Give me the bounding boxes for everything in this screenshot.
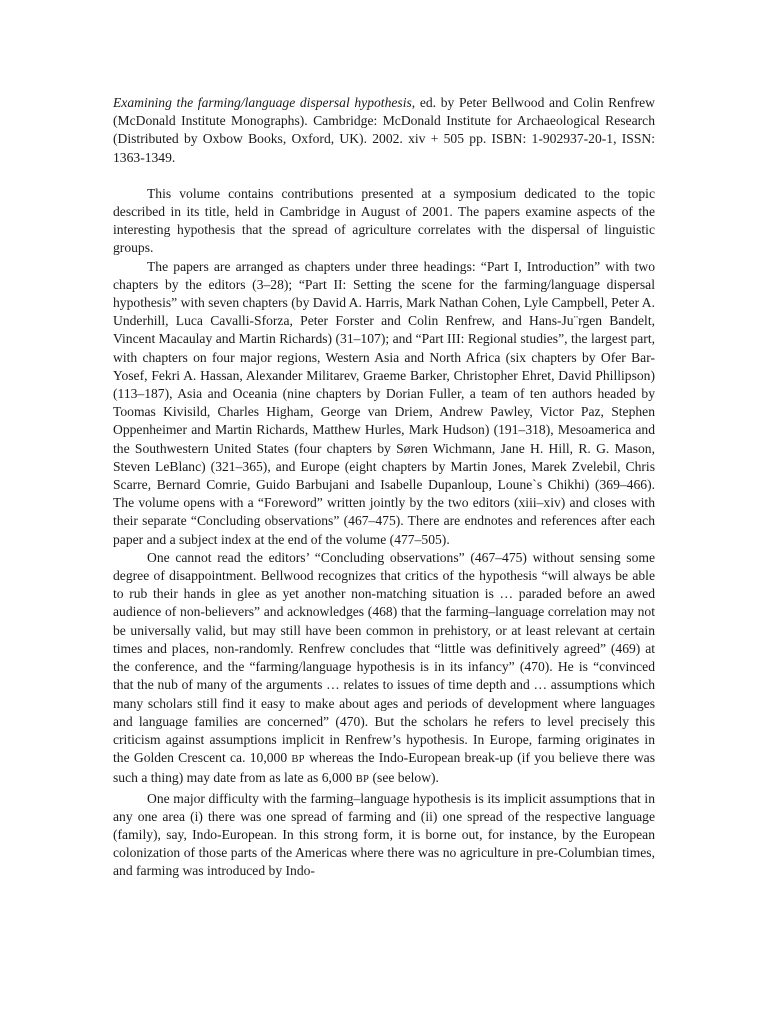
citation-details: , ed. by Peter Bellwood and Colin Renfrew (McDonald Institute Monographs). Cambridge: McDonald Institute for Archaeological Research (Distributed by Oxbow Books, Oxford, UK). 2002. xiv + 505 pp. ISBN: 1-902937-20-1, ISSN: 1363-1349. xyxy=(113,95,655,165)
paragraph-major-difficulty: One major difficulty with the farming–language hypothesis is its implicit assumptions that in any one area (i) there was one spread of farming and (ii) one spread of the respective language (family), say, Indo-European. In this strong form, it is borne out, for instance, by the European colonization of those parts of the Americas where there was no agriculture in pre-Columbian times, and farming was introduced by Indo- xyxy=(113,790,655,879)
book-citation xyxy=(113,94,655,167)
bp-abbreviation: BP xyxy=(355,774,370,786)
paragraph-intro: This volume contains contributions presented at a symposium dedicated to the topic described in its title, held in Cambridge in August of 2001. The papers examine aspects of the interesting hypothesis that the spread of agriculture correlates with the dispersal of linguistic groups. xyxy=(113,185,655,256)
bp-abbreviation: BP xyxy=(291,754,305,766)
review-page xyxy=(113,94,655,881)
paragraph-concluding-observations xyxy=(113,549,655,790)
paragraph-text: (see below). xyxy=(369,770,439,786)
paragraph-contents: The papers are arranged as chapters under three headings: “Part I, Introduction” with two chapters by the editors (3–28); “Part II: Setting the scene for the farming/language dispersal hypothesis” with seven chapters (by David A. Harris, Mark Nathan Cohen, Lyle Campbell, Peter A. Underhill, Luca Cavalli-Sforza, Peter Forster and Colin Renfrew, and Hans-Ju¨rgen Bandelt, Vincent Macaulay and Martin Richards) (31–107); and “Part III: Regional studies”, the largest part, with chapters on four major regions, Western Asia and North Africa (six chapters by Ofer Bar-Yosef, Fekri A. Hassan, Alexander Militarev, Graeme Barker, Christopher Ehret, David Phillipson) (113–187), Asia and Oceania (nine chapters by Dorian Fuller, a team of ten authors headed by Toomas Kivisild, Charles Higham, George van Driem, Andrew Pawley, Victor Paz, Stephen Oppenheimer and Martin Richards, Matthew Hurles, Mark Hudson) (191–318), Mesoamerica and the Southwestern United States (four chapters by Søren Wichmann, Jane H. Hill, R. G. Mason, Steven LeBlanc) (321–365), and Europe (eight chapters by Martin Jones, Marek Zvelebil, Chris Scarre, Bernard Comrie, Guido Barbujani and Isabelle Dupanloup, Loune`s Chikhi) (369–466). The volume opens with a “Foreword” written jointly by the two editors (xiii–xiv) and closes with their separate “Concluding observations” (467–475). There are endnotes and references after each paper and a subject index at the end of the volume (477–505). xyxy=(113,258,655,547)
paragraph-text: One cannot read the editors’ “Concluding observations” (467–475) without sensing some degree of disappointment. Bellwood recognizes that critics of the hypothesis “will always be able to rub their hands in glee as yet another non-matching situation is … paraded before an awed audience of non-believers” and acknowledges (468) that the farming–language correlation may not be universally valid, but may still have been common in prehistory, or at least relevant at certain times and places, non-randomly. Renfrew concludes that “little was definitively agreed” (469) at the conference, and the “farming/language hypothesis is in its infancy” (470). He is “convinced that the nub of many of the arguments … relates to issues of time depth and … assumptions which many scholars still find it easy to make about ages and periods of development where languages and language families are concerned” (470). But the scholars he refers to level precisely this criticism against assumptions implicit in Renfrew’s hypothesis. In Europe, farming originates in the Golden Crescent ca. 10,000 xyxy=(113,549,655,766)
book-title: Examining the farming/language dispersal hypothesis xyxy=(113,95,412,110)
paragraph-text: whereas the Indo-European break-up (if you believe there was such a thing) may date from as late as 6,000 xyxy=(113,750,656,786)
